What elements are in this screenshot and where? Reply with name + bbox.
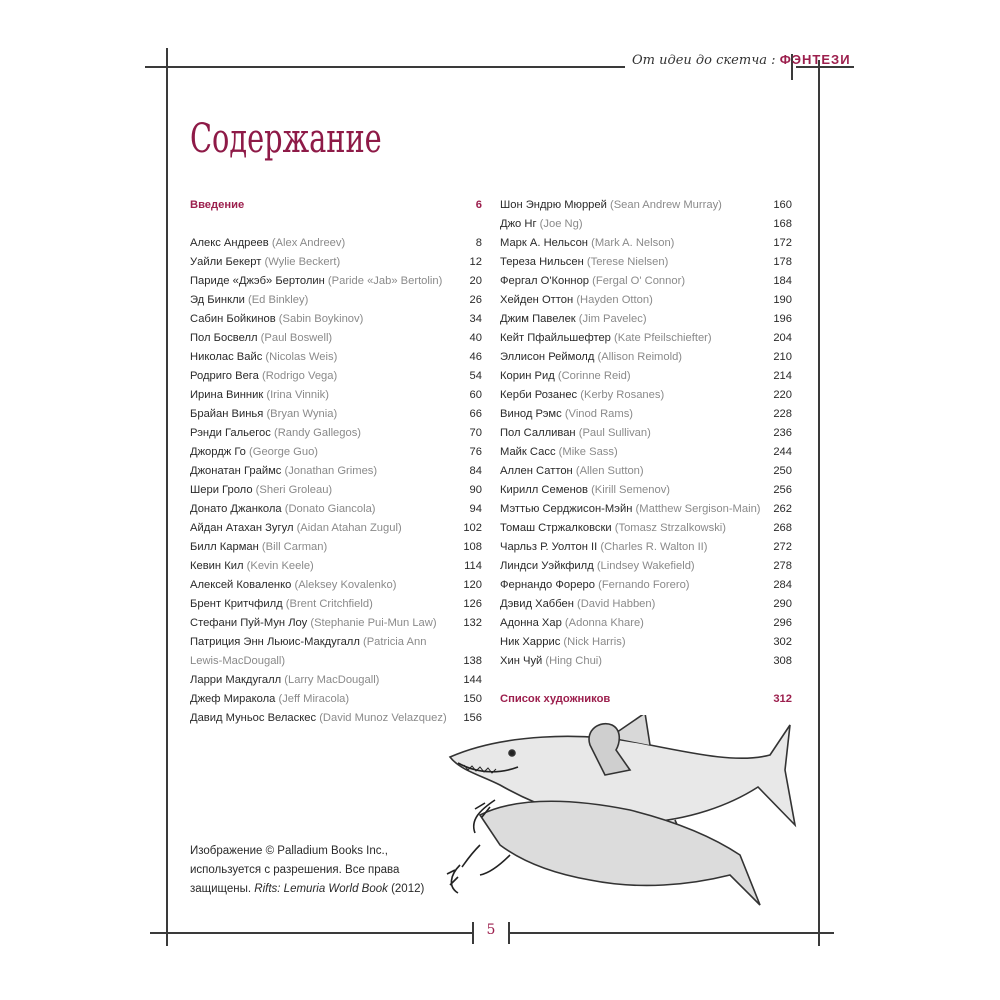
toc-entry-latin: (Hayden Otton) xyxy=(576,294,653,306)
toc-entry[interactable] xyxy=(190,538,482,557)
toc-entry-label xyxy=(190,424,361,443)
beast-claw-lower xyxy=(447,865,460,893)
toc-entry-line xyxy=(190,633,482,652)
toc-entry-name: Джордж Го xyxy=(190,446,246,458)
toc-entry-label xyxy=(190,329,332,348)
toc-entry[interactable] xyxy=(190,500,482,519)
toc-entry-latin: (Nicolas Weis) xyxy=(265,351,338,363)
toc-entry-name: Джеф Миракола xyxy=(190,693,276,705)
toc-entry-page: 70 xyxy=(469,427,482,439)
toc-entry-label xyxy=(500,690,610,709)
toc-entry-name: Кирилл Семенов xyxy=(500,484,588,496)
toc-entry-name: Эллисон Реймолд xyxy=(500,351,595,363)
toc-entry-name: Рэнди Гальегос xyxy=(190,427,271,439)
toc-entry[interactable] xyxy=(500,576,792,595)
toc-entry[interactable] xyxy=(500,291,792,310)
toc-entry-page: 220 xyxy=(773,389,792,401)
toc-entry-label xyxy=(190,234,345,253)
toc-entry-page: 228 xyxy=(773,408,792,420)
toc-entry-name: Алексей Коваленко xyxy=(190,579,292,591)
toc-entry-latin: (Kevin Keele) xyxy=(246,560,314,572)
toc-entry[interactable] xyxy=(500,367,792,386)
toc-entry-name: Марк А. Нельсон xyxy=(500,237,588,249)
credit-work-title: Rifts: Lemuria World Book xyxy=(254,883,388,895)
toc-section[interactable] xyxy=(500,690,792,709)
toc-entry-latin: (Aleksey Kovalenko) xyxy=(294,579,397,591)
toc-entry-page: 102 xyxy=(463,522,482,534)
toc-entry-page: 150 xyxy=(463,693,482,705)
toc-entry[interactable] xyxy=(500,329,792,348)
toc-entry[interactable] xyxy=(500,215,792,234)
toc-entry-label xyxy=(500,614,644,633)
toc-entry-page: 8 xyxy=(475,237,482,249)
toc-entry-latin: (Sheri Groleau) xyxy=(255,484,333,496)
toc-entry[interactable] xyxy=(190,519,482,538)
toc-entry-label xyxy=(190,690,349,709)
toc-entry-name: Список художников xyxy=(500,693,611,705)
toc-entry-label xyxy=(190,519,402,538)
toc-entry-latin: (Jeff Miracola) xyxy=(278,693,350,705)
toc-entry-page: 60 xyxy=(469,389,482,401)
toc-entry-name: Шери Гроло xyxy=(190,484,253,496)
toc-entry-label xyxy=(500,405,633,424)
image-credit xyxy=(190,842,430,899)
toc-entry[interactable] xyxy=(500,652,792,671)
toc-entry[interactable] xyxy=(190,310,482,329)
toc-entry-page: 108 xyxy=(463,541,482,553)
toc-entry-name: Париде «Джэб» Бертолин xyxy=(190,275,325,287)
toc-entry-latin: (Sean Andrew Murray) xyxy=(609,199,722,211)
toc-entry-name: Брайан Винья xyxy=(190,408,264,420)
frame-bottom-right xyxy=(508,932,834,934)
toc-entry[interactable] xyxy=(500,348,792,367)
toc-entry-label xyxy=(190,462,377,481)
toc-entry-label xyxy=(500,424,651,443)
toc-entry-latin: (Aidan Atahan Zugul) xyxy=(296,522,402,534)
toc-entry-latin: (Patricia Ann xyxy=(362,636,427,648)
toc-entry-latin: (Alex Andreev) xyxy=(271,237,346,249)
toc-entry-latin: (Matthew Sergison-Main) xyxy=(635,503,761,515)
running-head-text: От идеи до скетча xyxy=(632,53,768,68)
toc-entry-page: 178 xyxy=(773,256,792,268)
toc-entry-name: Ирина Винник xyxy=(190,389,264,401)
running-head-accent: ФЭНТЕЗИ xyxy=(779,52,851,67)
toc-entry[interactable] xyxy=(500,519,792,538)
toc-entry-latin: (Brent Critchfield) xyxy=(285,598,373,610)
toc-entry-name: Пол Босвелл xyxy=(190,332,258,344)
toc-entry-page: 184 xyxy=(773,275,792,287)
toc-entry[interactable] xyxy=(190,367,482,386)
toc-entry[interactable] xyxy=(190,709,482,728)
toc-entry-label xyxy=(500,348,682,367)
toc-entry-label xyxy=(190,405,337,424)
toc-entry-latin: (Sabin Boykinov) xyxy=(278,313,364,325)
toc-entry[interactable] xyxy=(190,386,482,405)
running-head-separator: : xyxy=(771,53,776,68)
toc-entry-page: 20 xyxy=(469,275,482,287)
toc-entry-page: 204 xyxy=(773,332,792,344)
toc-entry-latin: (David Habben) xyxy=(577,598,656,610)
toc-entry-name: Джим Павелек xyxy=(500,313,576,325)
page-title: Содержание xyxy=(190,116,382,162)
toc-column-right xyxy=(500,196,792,709)
toc-entry-page: 272 xyxy=(773,541,792,553)
toc-entry-name: Айдан Атахан Зугул xyxy=(190,522,294,534)
toc-entry-page: 40 xyxy=(469,332,482,344)
toc-entry-label xyxy=(500,196,722,215)
toc-entry-label xyxy=(500,633,626,652)
toc-entry[interactable] xyxy=(190,595,482,614)
toc-entry-latin: (Charles R. Walton II) xyxy=(600,541,708,553)
toc-entry[interactable] xyxy=(500,253,792,272)
toc-entry-label xyxy=(190,595,373,614)
toc-entry-label xyxy=(500,310,647,329)
frame-right xyxy=(818,60,820,946)
toc-entry[interactable] xyxy=(190,633,482,671)
toc-entry-latin: (Hing Chui) xyxy=(545,655,602,667)
toc-entry-label xyxy=(190,386,329,405)
toc-entry-label xyxy=(500,462,644,481)
toc-entry-label xyxy=(190,253,340,272)
toc-entry-label xyxy=(500,329,712,348)
toc-entry-name: Фернандо Фореро xyxy=(500,579,596,591)
toc-entry-name: Адонна Хар xyxy=(500,617,562,629)
toc-entry[interactable] xyxy=(190,424,482,443)
toc-entry-name: Пол Салливан xyxy=(500,427,576,439)
toc-entry-latin: (Kirill Semenov) xyxy=(591,484,671,496)
toc-entry[interactable] xyxy=(500,500,792,519)
toc-entry-latin: (Bill Carman) xyxy=(261,541,328,553)
toc-entry[interactable] xyxy=(190,405,482,424)
toc-entry-latin: (Kerby Rosanes) xyxy=(580,389,665,401)
toc-entry[interactable] xyxy=(190,272,482,291)
toc-entry-name: Томаш Стржалковски xyxy=(500,522,612,534)
toc-entry-name: Мэттью Серджисон-Мэйн xyxy=(500,503,633,515)
toc-entry-latin: (Irina Vinnik) xyxy=(266,389,329,401)
toc-entry-page: 84 xyxy=(469,465,482,477)
toc-entry-label xyxy=(500,215,583,234)
toc-entry[interactable] xyxy=(190,443,482,462)
toc-entry-page: 90 xyxy=(469,484,482,496)
toc-entry-label xyxy=(500,595,655,614)
toc-entry-latin: (Lindsey Wakefield) xyxy=(596,560,695,572)
toc-entry-latin: (Paride «Jab» Bertolin) xyxy=(327,275,443,287)
toc-entry-name: Хейден Оттон xyxy=(500,294,574,306)
toc-entry[interactable] xyxy=(190,462,482,481)
toc-entry[interactable] xyxy=(500,424,792,443)
toc-entry-label xyxy=(500,443,618,462)
toc-entry-name: Донато Джанкола xyxy=(190,503,282,515)
toc-entry-page: 6 xyxy=(475,199,482,211)
toc-entry-name: Хин Чуй xyxy=(500,655,543,667)
toc-entry-label xyxy=(500,253,668,272)
toc-entry-name: Билл Карман xyxy=(190,541,259,553)
frame-left xyxy=(166,66,168,946)
toc-entry-page: 278 xyxy=(773,560,792,572)
toc-entry-page: 284 xyxy=(773,579,792,591)
toc-entry-label xyxy=(190,443,318,462)
toc-entry-label xyxy=(190,348,337,367)
frame-bottom-left xyxy=(150,932,472,934)
toc-entry[interactable] xyxy=(190,481,482,500)
toc-entry-name: Керби Розанес xyxy=(500,389,578,401)
toc-entry-latin: (David Munoz Velazquez) xyxy=(319,712,447,724)
toc-entry-page: 214 xyxy=(773,370,792,382)
toc-entry-label xyxy=(500,500,761,519)
toc-entry-name: Фергал О'Коннор xyxy=(500,275,590,287)
toc-entry-latin: (Corinne Reid) xyxy=(557,370,631,382)
toc-entry-label xyxy=(190,671,379,690)
toc-entry[interactable] xyxy=(190,329,482,348)
toc-entry-name: Чарльз Р. Уолтон II xyxy=(500,541,598,553)
toc-entry-name: Линдси Уэйкфилд xyxy=(500,560,594,572)
toc-entry-latin: (Bryan Wynia) xyxy=(266,408,338,420)
toc-entry[interactable] xyxy=(500,310,792,329)
toc-entry-label xyxy=(190,538,327,557)
toc-entry-page: 66 xyxy=(469,408,482,420)
toc-entry-label xyxy=(500,272,685,291)
toc-entry-label xyxy=(190,709,447,728)
toc-entry-latin: (George Guo) xyxy=(249,446,319,458)
toc-entry[interactable] xyxy=(500,443,792,462)
toc-entry-label xyxy=(190,614,437,633)
toc-entry-page: 262 xyxy=(773,503,792,515)
beast-leg xyxy=(462,845,510,875)
toc-entry-latin: (Jonathan Grimes) xyxy=(284,465,378,477)
toc-entry-page: 308 xyxy=(773,655,792,667)
toc-entry-latin: (Mark A. Nelson) xyxy=(591,237,675,249)
toc-entry-label xyxy=(500,557,695,576)
toc-entry-name: Тереза Нильсен xyxy=(500,256,584,268)
running-head xyxy=(632,52,851,72)
toc-entry[interactable] xyxy=(500,633,792,652)
toc-entry[interactable] xyxy=(190,614,482,633)
toc-entry-name: Джо Нг xyxy=(500,218,537,230)
toc-entry-name: Аллен Саттон xyxy=(500,465,573,477)
toc-entry[interactable] xyxy=(190,253,482,272)
toc-entry-page: 290 xyxy=(773,598,792,610)
toc-entry-label xyxy=(190,272,442,291)
toc-entry-latin: (Allison Reimold) xyxy=(597,351,683,363)
toc-entry-name: Родриго Вега xyxy=(190,370,259,382)
toc-entry-name: Джонатан Граймс xyxy=(190,465,282,477)
toc-entry-latin: (Terese Nielsen) xyxy=(586,256,669,268)
toc-entry-page: 172 xyxy=(773,237,792,249)
toc-entry-page: 312 xyxy=(773,693,792,705)
toc-entry-name: Кейт Пфайльшефтер xyxy=(500,332,611,344)
toc-entry-latin: (Mike Sass) xyxy=(558,446,618,458)
toc-entry-latin: Lewis-MacDougall) xyxy=(190,655,286,667)
toc-entry-latin: (Paul Boswell) xyxy=(260,332,333,344)
toc-entry-name: Брент Критчфилд xyxy=(190,598,283,610)
toc-entry-page: 26 xyxy=(469,294,482,306)
toc-entry-page: 250 xyxy=(773,465,792,477)
toc-entry-name: Уайли Бекерт xyxy=(190,256,262,268)
shark-rider-illustration xyxy=(440,715,800,925)
toc-entry-page: 132 xyxy=(463,617,482,629)
toc-entry-name: Эд Бинкли xyxy=(190,294,245,306)
toc-entry-latin: (Joe Ng) xyxy=(539,218,583,230)
toc-entry-name: Шон Эндрю Мюррей xyxy=(500,199,607,211)
shark-eye xyxy=(509,750,515,756)
toc-entry-latin: (Kate Pfeilschiefter) xyxy=(614,332,712,344)
toc-section[interactable] xyxy=(190,196,482,215)
toc-entry-label xyxy=(190,367,337,386)
toc-entry-page: 156 xyxy=(463,712,482,724)
toc-entry-label xyxy=(500,652,602,671)
toc-entry-name: Давид Муньос Веласкес xyxy=(190,712,317,724)
toc-entry[interactable] xyxy=(500,196,792,215)
toc-entry-label xyxy=(190,310,363,329)
toc-entry-page: 120 xyxy=(463,579,482,591)
toc-entry[interactable] xyxy=(500,462,792,481)
toc-entry-page: 144 xyxy=(463,674,482,686)
toc-column-left xyxy=(190,196,482,728)
toc-entry[interactable] xyxy=(500,234,792,253)
frame-top-left xyxy=(145,66,625,68)
toc-entry-label xyxy=(190,196,244,215)
toc-entry-latin: (Donato Giancola) xyxy=(284,503,376,515)
toc-entry-label xyxy=(190,291,308,310)
toc-entry-label xyxy=(190,481,332,500)
toc-entry-label xyxy=(190,557,314,576)
toc-entry[interactable] xyxy=(500,557,792,576)
toc-entry-latin: (Fernando Forero) xyxy=(598,579,690,591)
toc-entry[interactable] xyxy=(190,690,482,709)
frame-bottom-tick-right xyxy=(508,922,510,944)
toc-entry-page: 244 xyxy=(773,446,792,458)
toc-entry-name: Корин Рид xyxy=(500,370,555,382)
toc-entry-page: 46 xyxy=(469,351,482,363)
toc-entry-label xyxy=(500,386,664,405)
toc-entry-name: Стефани Пуй-Мун Лоу xyxy=(190,617,308,629)
toc-entry[interactable] xyxy=(500,272,792,291)
toc-entry-latin: (Adonna Khare) xyxy=(564,617,644,629)
toc-entry-label xyxy=(500,481,670,500)
toc-entry[interactable] xyxy=(190,234,482,253)
toc-entry-latin: (Stephanie Pui-Mun Law) xyxy=(310,617,437,629)
toc-entry-page: 296 xyxy=(773,617,792,629)
toc-entry-page: 268 xyxy=(773,522,792,534)
toc-entry[interactable] xyxy=(500,614,792,633)
toc-entry[interactable] xyxy=(500,405,792,424)
toc-entry-page: 76 xyxy=(469,446,482,458)
frame-bottom-tick-left xyxy=(472,922,474,944)
toc-entry-page: 256 xyxy=(773,484,792,496)
toc-entry-latin: (Fergal O' Connor) xyxy=(592,275,686,287)
toc-entry[interactable] xyxy=(500,538,792,557)
toc-entry-latin: (Wylie Beckert) xyxy=(264,256,341,268)
toc-entry-name: Ларри Макдугалл xyxy=(190,674,282,686)
toc-entry-label xyxy=(500,367,631,386)
toc-entry-page: 168 xyxy=(773,218,792,230)
toc-entry-latin: (Ed Binkley) xyxy=(247,294,309,306)
toc-entry-name: Ник Харрис xyxy=(500,636,561,648)
toc-entry[interactable] xyxy=(190,348,482,367)
toc-entry-latin: (Nick Harris) xyxy=(563,636,626,648)
toc-entry-page: 196 xyxy=(773,313,792,325)
toc-entry-label xyxy=(500,519,726,538)
toc-entry[interactable] xyxy=(500,481,792,500)
toc-entry-label xyxy=(500,538,708,557)
toc-entry-label xyxy=(500,291,653,310)
toc-entry-name: Патриция Энн Льюис-Макдугалл xyxy=(190,636,360,648)
toc-entry-name: Алекс Андреев xyxy=(190,237,269,249)
toc-entry-label xyxy=(190,500,376,519)
toc-entry-page: 210 xyxy=(773,351,792,363)
toc-entry-page: 160 xyxy=(773,199,792,211)
toc-entry-latin: (Tomasz Strzalkowski) xyxy=(614,522,727,534)
toc-entry[interactable] xyxy=(500,386,792,405)
toc-entry-name: Кевин Кил xyxy=(190,560,244,572)
toc-entry-name: Введение xyxy=(190,199,245,211)
toc-entry-latin: (Rodrigo Vega) xyxy=(261,370,338,382)
toc-entry-latin: (Paul Sullivan) xyxy=(578,427,651,439)
toc-entry-name: Майк Сасс xyxy=(500,446,556,458)
toc-entry-page: 34 xyxy=(469,313,482,325)
page-number: 5 xyxy=(486,922,496,938)
toc-entry-page: 54 xyxy=(469,370,482,382)
toc-entry[interactable] xyxy=(190,576,482,595)
toc-entry-label xyxy=(190,576,396,595)
credit-year: (2012) xyxy=(391,883,425,895)
toc-entry[interactable] xyxy=(190,557,482,576)
credit-text: Изображение © Palladium Books Inc., используется с разрешения. Все права защищены. xyxy=(190,845,400,895)
toc-entry[interactable] xyxy=(190,671,482,690)
toc-entry-name: Сабин Бойкинов xyxy=(190,313,276,325)
beast-body xyxy=(480,801,760,905)
toc-entry-latin: (Larry MacDougall) xyxy=(284,674,380,686)
toc-entry-name: Дэвид Хаббен xyxy=(500,598,574,610)
toc-entry-name: Винод Рэмс xyxy=(500,408,562,420)
toc-entry-name: Николас Вайс xyxy=(190,351,263,363)
toc-entry-page: 190 xyxy=(773,294,792,306)
toc-entry-latin: (Randy Gallegos) xyxy=(273,427,362,439)
toc-entry[interactable] xyxy=(190,291,482,310)
toc-entry-latin: (Jim Pavelec) xyxy=(578,313,647,325)
toc-entry-page: 12 xyxy=(469,256,482,268)
toc-entry-line xyxy=(190,652,482,671)
toc-entry-page: 302 xyxy=(773,636,792,648)
toc-entry-label xyxy=(500,576,690,595)
toc-entry-page: 114 xyxy=(464,560,482,572)
toc-entry-page: 94 xyxy=(469,503,482,515)
toc-entry-page: 126 xyxy=(463,598,482,610)
toc-entry-page: 138 xyxy=(463,655,482,667)
toc-entry-label xyxy=(500,234,674,253)
toc-entry-latin: (Allen Sutton) xyxy=(575,465,644,477)
toc-entry[interactable] xyxy=(500,595,792,614)
toc-entry-page: 236 xyxy=(773,427,792,439)
toc-entry-latin: (Vinod Rams) xyxy=(564,408,634,420)
